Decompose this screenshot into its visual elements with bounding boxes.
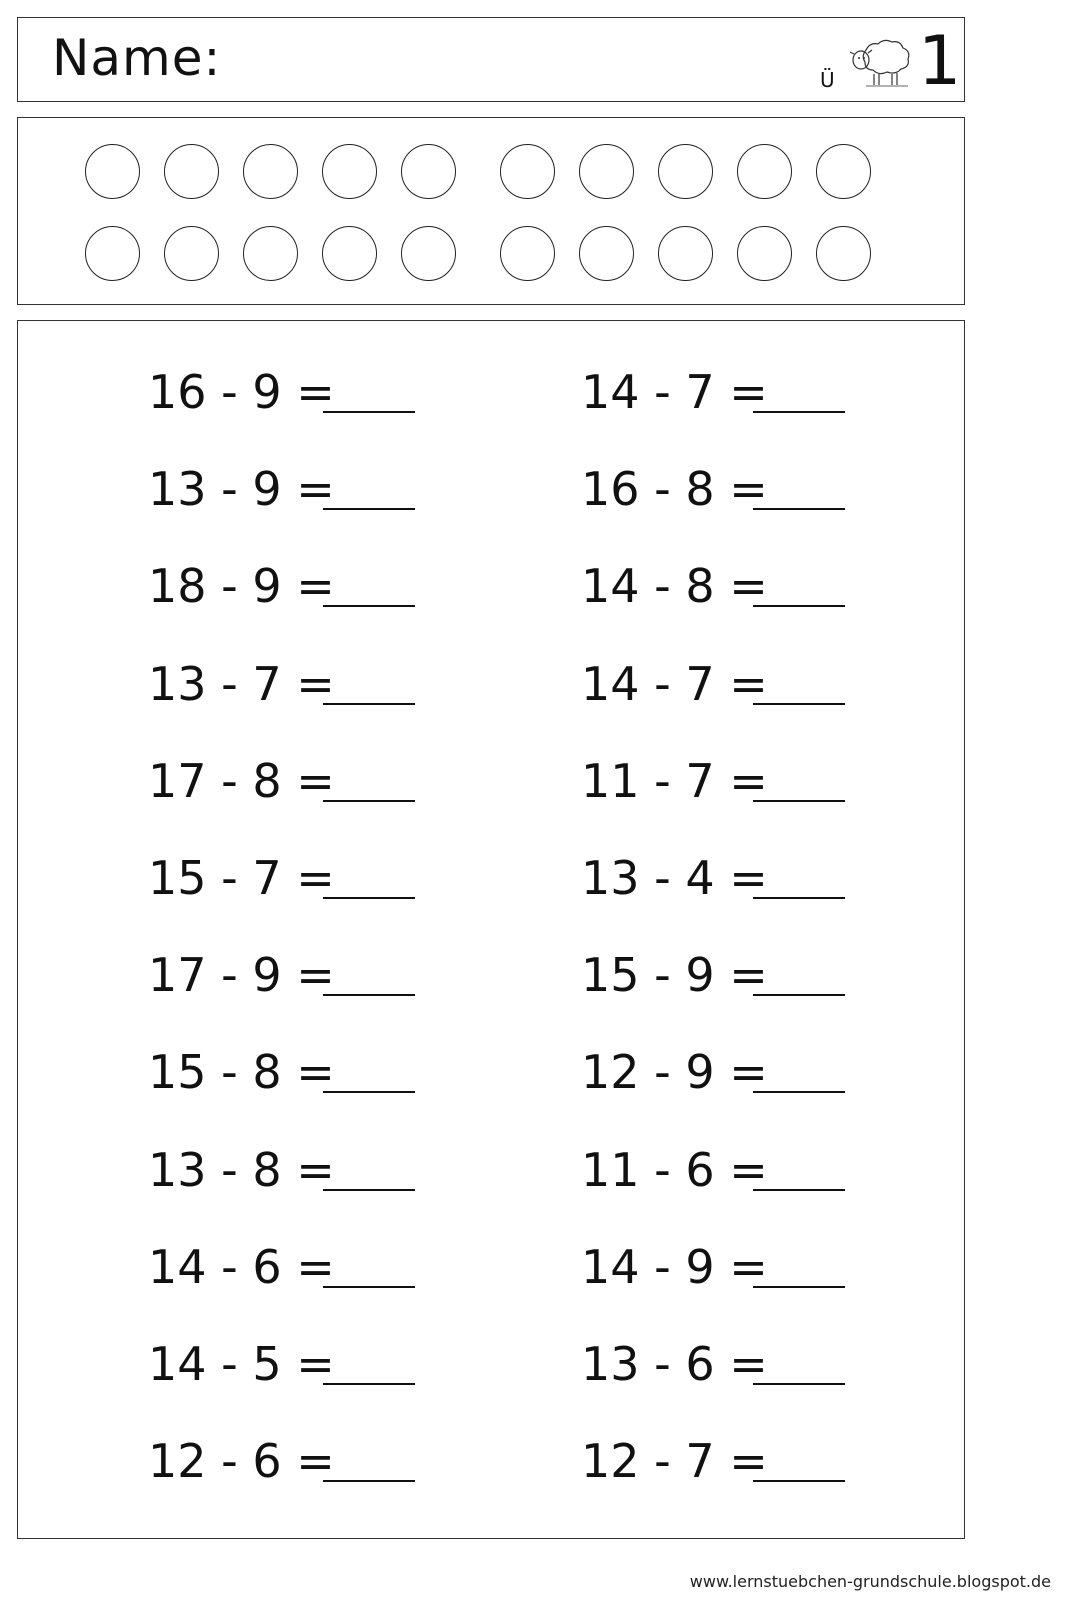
answer-blank[interactable]	[753, 1286, 845, 1288]
counter-circle	[164, 144, 219, 199]
task-row	[581, 459, 768, 519]
task-expression: 14 - 9 =	[581, 1239, 768, 1294]
task-row	[581, 1334, 768, 1394]
task-expression: 14 - 6 =	[148, 1239, 335, 1294]
source-url: www.lernstuebchen-grundschule.blogspot.de	[689, 1572, 1051, 1591]
task-row	[148, 1334, 335, 1394]
answer-blank[interactable]	[323, 411, 415, 413]
answer-blank[interactable]	[753, 1480, 845, 1482]
counter-circle	[737, 226, 792, 281]
answer-blank[interactable]	[753, 1383, 845, 1385]
counter-circle	[500, 144, 555, 199]
task-row	[148, 556, 335, 616]
task-expression: 13 - 9 =	[148, 462, 335, 517]
task-row	[148, 362, 335, 422]
answer-blank[interactable]	[753, 994, 845, 996]
task-expression: 11 - 6 =	[581, 1142, 768, 1197]
task-expression: 15 - 8 =	[148, 1045, 335, 1100]
counter-circle	[816, 226, 871, 281]
counter-circle	[737, 144, 792, 199]
name-label: Name:	[52, 29, 222, 87]
answer-blank[interactable]	[323, 800, 415, 802]
task-row	[148, 945, 335, 1005]
task-expression: 17 - 9 =	[148, 948, 335, 1003]
counter-circle	[401, 226, 456, 281]
task-expression: 12 - 9 =	[581, 1045, 768, 1100]
task-row	[581, 1431, 768, 1491]
answer-blank[interactable]	[753, 800, 845, 802]
task-row	[148, 1042, 335, 1102]
task-row	[581, 1140, 768, 1200]
task-expression: 14 - 8 =	[581, 559, 768, 614]
task-row	[148, 1140, 335, 1200]
answer-blank[interactable]	[323, 897, 415, 899]
answer-blank[interactable]	[753, 1189, 845, 1191]
task-row	[581, 945, 768, 1005]
counter-circle	[322, 144, 377, 199]
counter-circle	[401, 144, 456, 199]
answer-blank[interactable]	[753, 605, 845, 607]
task-row	[581, 1042, 768, 1102]
answer-blank[interactable]	[323, 1480, 415, 1482]
task-expression: 14 - 7 =	[581, 365, 768, 419]
answer-blank[interactable]	[323, 1383, 415, 1385]
task-row	[148, 459, 335, 519]
counter-circle	[658, 226, 713, 281]
task-row	[581, 1237, 768, 1297]
counter-circle	[322, 226, 377, 281]
counter-circles-box	[17, 117, 965, 305]
task-expression: 15 - 9 =	[581, 948, 768, 1003]
task-row	[148, 751, 335, 811]
answer-blank[interactable]	[323, 703, 415, 705]
answer-blank[interactable]	[323, 508, 415, 510]
counter-circle	[85, 144, 140, 199]
counter-circle	[243, 144, 298, 199]
task-expression: 14 - 7 =	[581, 656, 768, 711]
answer-blank[interactable]	[323, 994, 415, 996]
task-row	[581, 362, 768, 422]
header-box	[17, 17, 965, 102]
task-row	[148, 1431, 335, 1491]
task-row	[581, 848, 768, 908]
task-row	[148, 654, 335, 714]
task-expression: 12 - 7 =	[581, 1434, 768, 1489]
task-row	[581, 654, 768, 714]
task-expression: 12 - 6 =	[148, 1434, 335, 1489]
counter-circle	[579, 226, 634, 281]
task-row	[148, 848, 335, 908]
answer-blank[interactable]	[753, 897, 845, 899]
answer-blank[interactable]	[323, 1189, 415, 1191]
answer-blank[interactable]	[323, 1091, 415, 1093]
task-expression: 13 - 4 =	[581, 851, 768, 905]
answer-blank[interactable]	[753, 1091, 845, 1093]
task-expression: 16 - 8 =	[581, 462, 768, 517]
counter-circle	[500, 226, 555, 281]
counter-circle	[85, 226, 140, 281]
counter-circle	[579, 144, 634, 199]
task-expression: 14 - 5 =	[148, 1337, 335, 1391]
answer-blank[interactable]	[753, 703, 845, 705]
task-expression: 16 - 9 =	[148, 365, 335, 419]
answer-blank[interactable]	[323, 605, 415, 607]
task-expression: 15 - 7 =	[148, 851, 335, 905]
task-row	[148, 1237, 335, 1297]
task-expression: 13 - 7 =	[148, 656, 335, 711]
counter-circle	[816, 144, 871, 199]
task-expression: 17 - 8 =	[148, 753, 335, 808]
sheep-icon	[846, 36, 914, 88]
counter-circle	[658, 144, 713, 199]
task-expression: 18 - 9 =	[148, 559, 335, 614]
task-expression: 11 - 7 =	[581, 753, 768, 808]
counter-circle	[243, 226, 298, 281]
task-expression: 13 - 6 =	[581, 1337, 768, 1391]
answer-blank[interactable]	[323, 1286, 415, 1288]
counter-circle	[164, 226, 219, 281]
task-expression: 13 - 8 =	[148, 1142, 335, 1197]
sheet-number: 1	[918, 22, 962, 101]
exercises-box	[17, 320, 965, 1539]
task-row	[581, 751, 768, 811]
answer-blank[interactable]	[753, 508, 845, 510]
answer-blank[interactable]	[753, 411, 845, 413]
task-row	[581, 556, 768, 616]
level-marker: Ü	[820, 68, 835, 92]
